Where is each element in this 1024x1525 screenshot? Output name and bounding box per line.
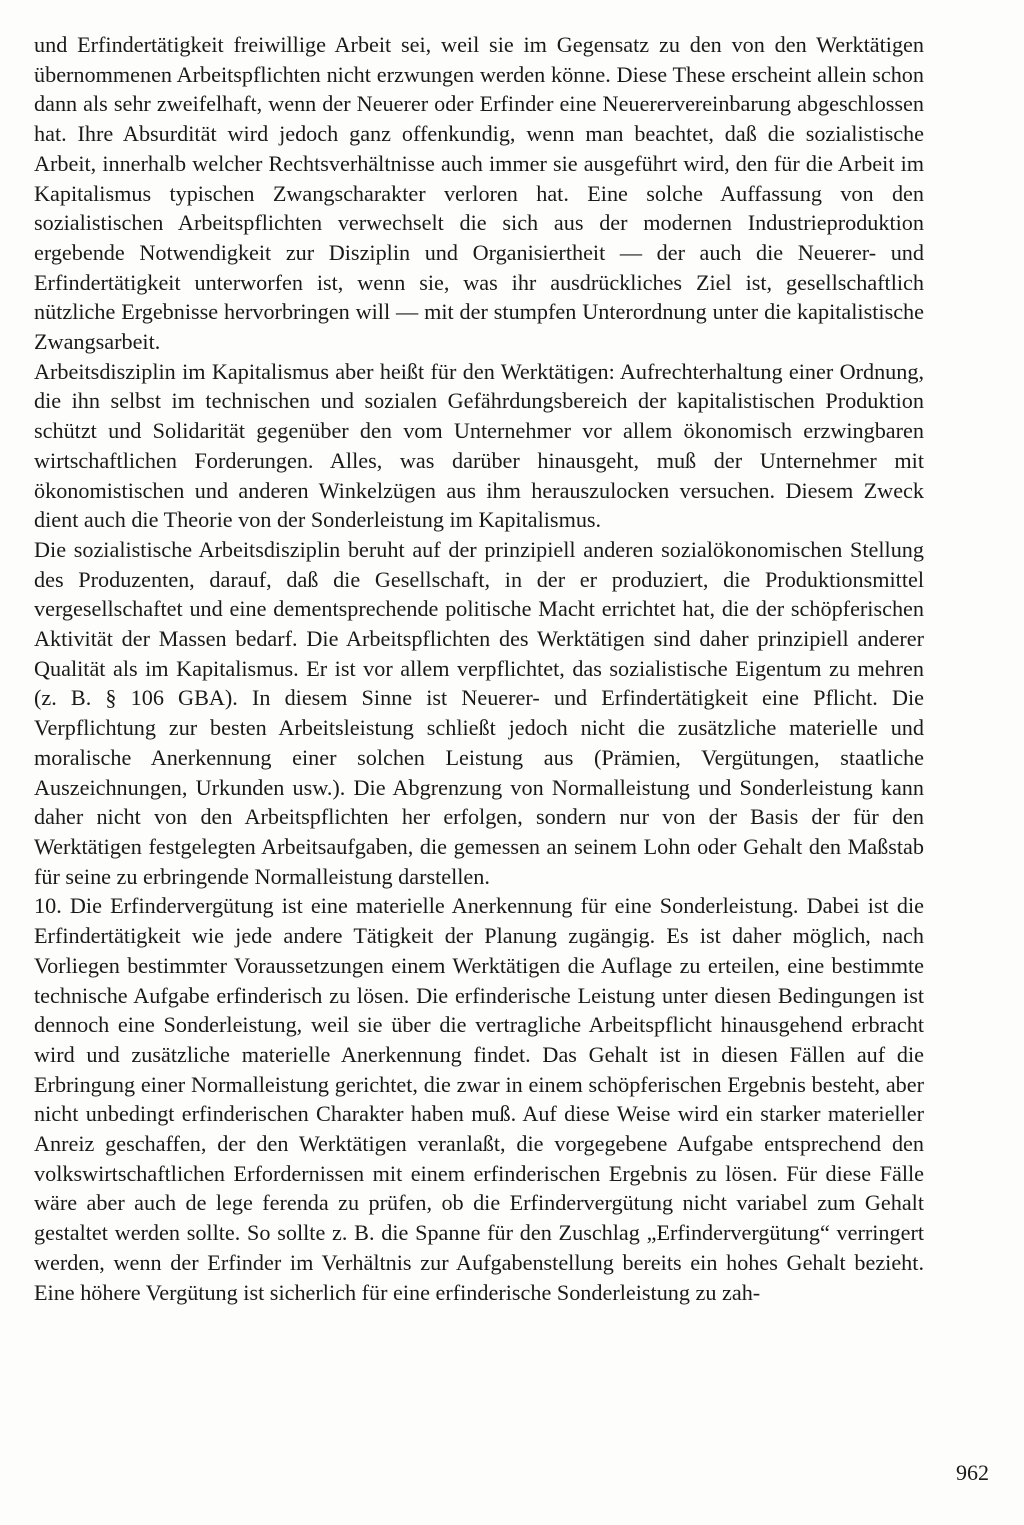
paragraph-4: 10. Die Erfindervergütung ist eine materielle Anerkennung für eine Sonderleistung. Dabei ist die Erfindertätigkeit wie jede andere Tätigkeit der Planung zugängig. Es ist daher möglich, nach Vorliegen bestimmter Voraussetzungen einem Werktätigen die Auflage zu erteilen, eine bestimmte technische Aufgabe erfinderisch zu lösen. Die erfinderische Leistung unter diesen Bedingungen ist dennoch eine Sonderleistung, weil sie über die vertragliche Arbeitspflicht hinausgehend erbracht wird und zusätzliche materielle Anerkennung findet. Das Gehalt ist in diesen Fällen auf die Erbringung einer Normalleistung gerichtet, die zwar in einem schöpferischen Ergebnis besteht, aber nicht unbedingt erfinderischen Charakter haben muß. Auf diese Weise wird ein starker materieller Anreiz geschaffen, der den Werktätigen veranlaßt, die vorgegebene Aufgabe entsprechend den volkswirtschaftlichen Erfordernissen mit einem erfinderischen Ergebnis zu lösen. Für diese Fälle wäre aber auch de lege ferenda zu prüfen, ob die Erfindervergütung nicht variabel zum Gehalt gestaltet werden sollte. So sollte z. B. die Spanne für den Zuschlag „Erfindervergütung“ verringert werden, wenn der Erfinder im Verhältnis zur Aufgabenstellung bereits ein hohes Gehalt bezieht. Eine höhere Vergütung ist sicherlich für eine erfinderische Sonderleistung zu zah- (34, 893, 924, 1305)
paragraph-1: und Erfindertätigkeit freiwillige Arbeit sei, weil sie im Gegensatz zu den von den Werktätigen übernommenen Arbeitspflichten nicht erzwungen werden könne. Diese These erscheint allein schon dann als sehr zweifelhaft, wenn der Neuerer oder Erfinder eine Neuerervereinbarung abgeschlossen hat. Ihre Absurdität wird jedoch ganz offenkundig, wenn man beachtet, daß die sozialistische Arbeit, innerhalb welcher Rechtsverhältnisse auch immer sie ausgeführt wird, den für die Arbeit im Kapitalismus typischen Zwangscharakter verloren hat. Eine solche Auffassung von den sozialistischen Arbeitspflichten verwechselt die sich aus der modernen Industrieproduktion ergebende Notwendigkeit zur Disziplin und Organisiertheit — der auch die Neuerer- und Erfindertätigkeit unterworfen ist, wenn sie, was ihr ausdrückliches Ziel ist, gesellschaftlich nützliche Ergebnisse hervorbringen will — mit der stumpfen Unterordnung unter die kapitalistische Zwangsarbeit. (34, 32, 924, 355)
paragraph-2: Arbeitsdisziplin im Kapitalismus aber heißt für den Werktätigen: Aufrechterhaltung einer Ordnung, die ihn selbst im technischen und sozialen Gefährdungsbereich der kapitalistischen Produktion schützt und Solidarität gegenüber den vom Unternehmer vor allem ökonomisch erzwingbaren wirtschaftlichen Forderungen. Alles, was darüber hinausgeht, muß der Unternehmer mit ökonomistischen und anderen Winkelzügen aus ihm herauszulocken versuchen. Diesem Zweck dient auch die Theorie von der Sonderleistung im Kapitalismus. (34, 358, 924, 533)
page-number: 962 (956, 1460, 989, 1485)
body-text (34, 30, 924, 1307)
paragraph-3: Die sozialistische Arbeitsdisziplin beruht auf der prinzipiell anderen sozialökonomischen Stellung des Produzenten, darauf, daß die Gesellschaft, in der er produziert, die Produktionsmittel vergesellschaftet und eine dementsprechende politische Macht errichtet hat, die der schöpferischen Aktivität der Massen bedarf. Die Arbeitspflichten des Werktätigen sind daher prinzipiell anderer Qualität als im Kapitalismus. Er ist vor allem verpflichtet, das sozialistische Eigentum zu mehren (z. B. § 106 GBA). In diesem Sinne ist Neuerer- und Erfindertätigkeit eine Pflicht. Die Verpflichtung zur besten Arbeitsleistung schließt jedoch nicht die zusätzliche materielle und moralische Anerkennung einer solchen Leistung aus (Prämien, Vergütungen, staatliche Auszeichnungen, Urkunden usw.). Die Abgrenzung von Normalleistung und Sonderleistung kann daher nicht von den Arbeitspflichten her erfolgen, sondern nur von der Basis der für den Werktätigen festgelegten Arbeitsaufgaben, die gemessen an seinem Lohn oder Gehalt den Maßstab für seine zu erbringende Normalleistung darstellen. (34, 536, 924, 889)
